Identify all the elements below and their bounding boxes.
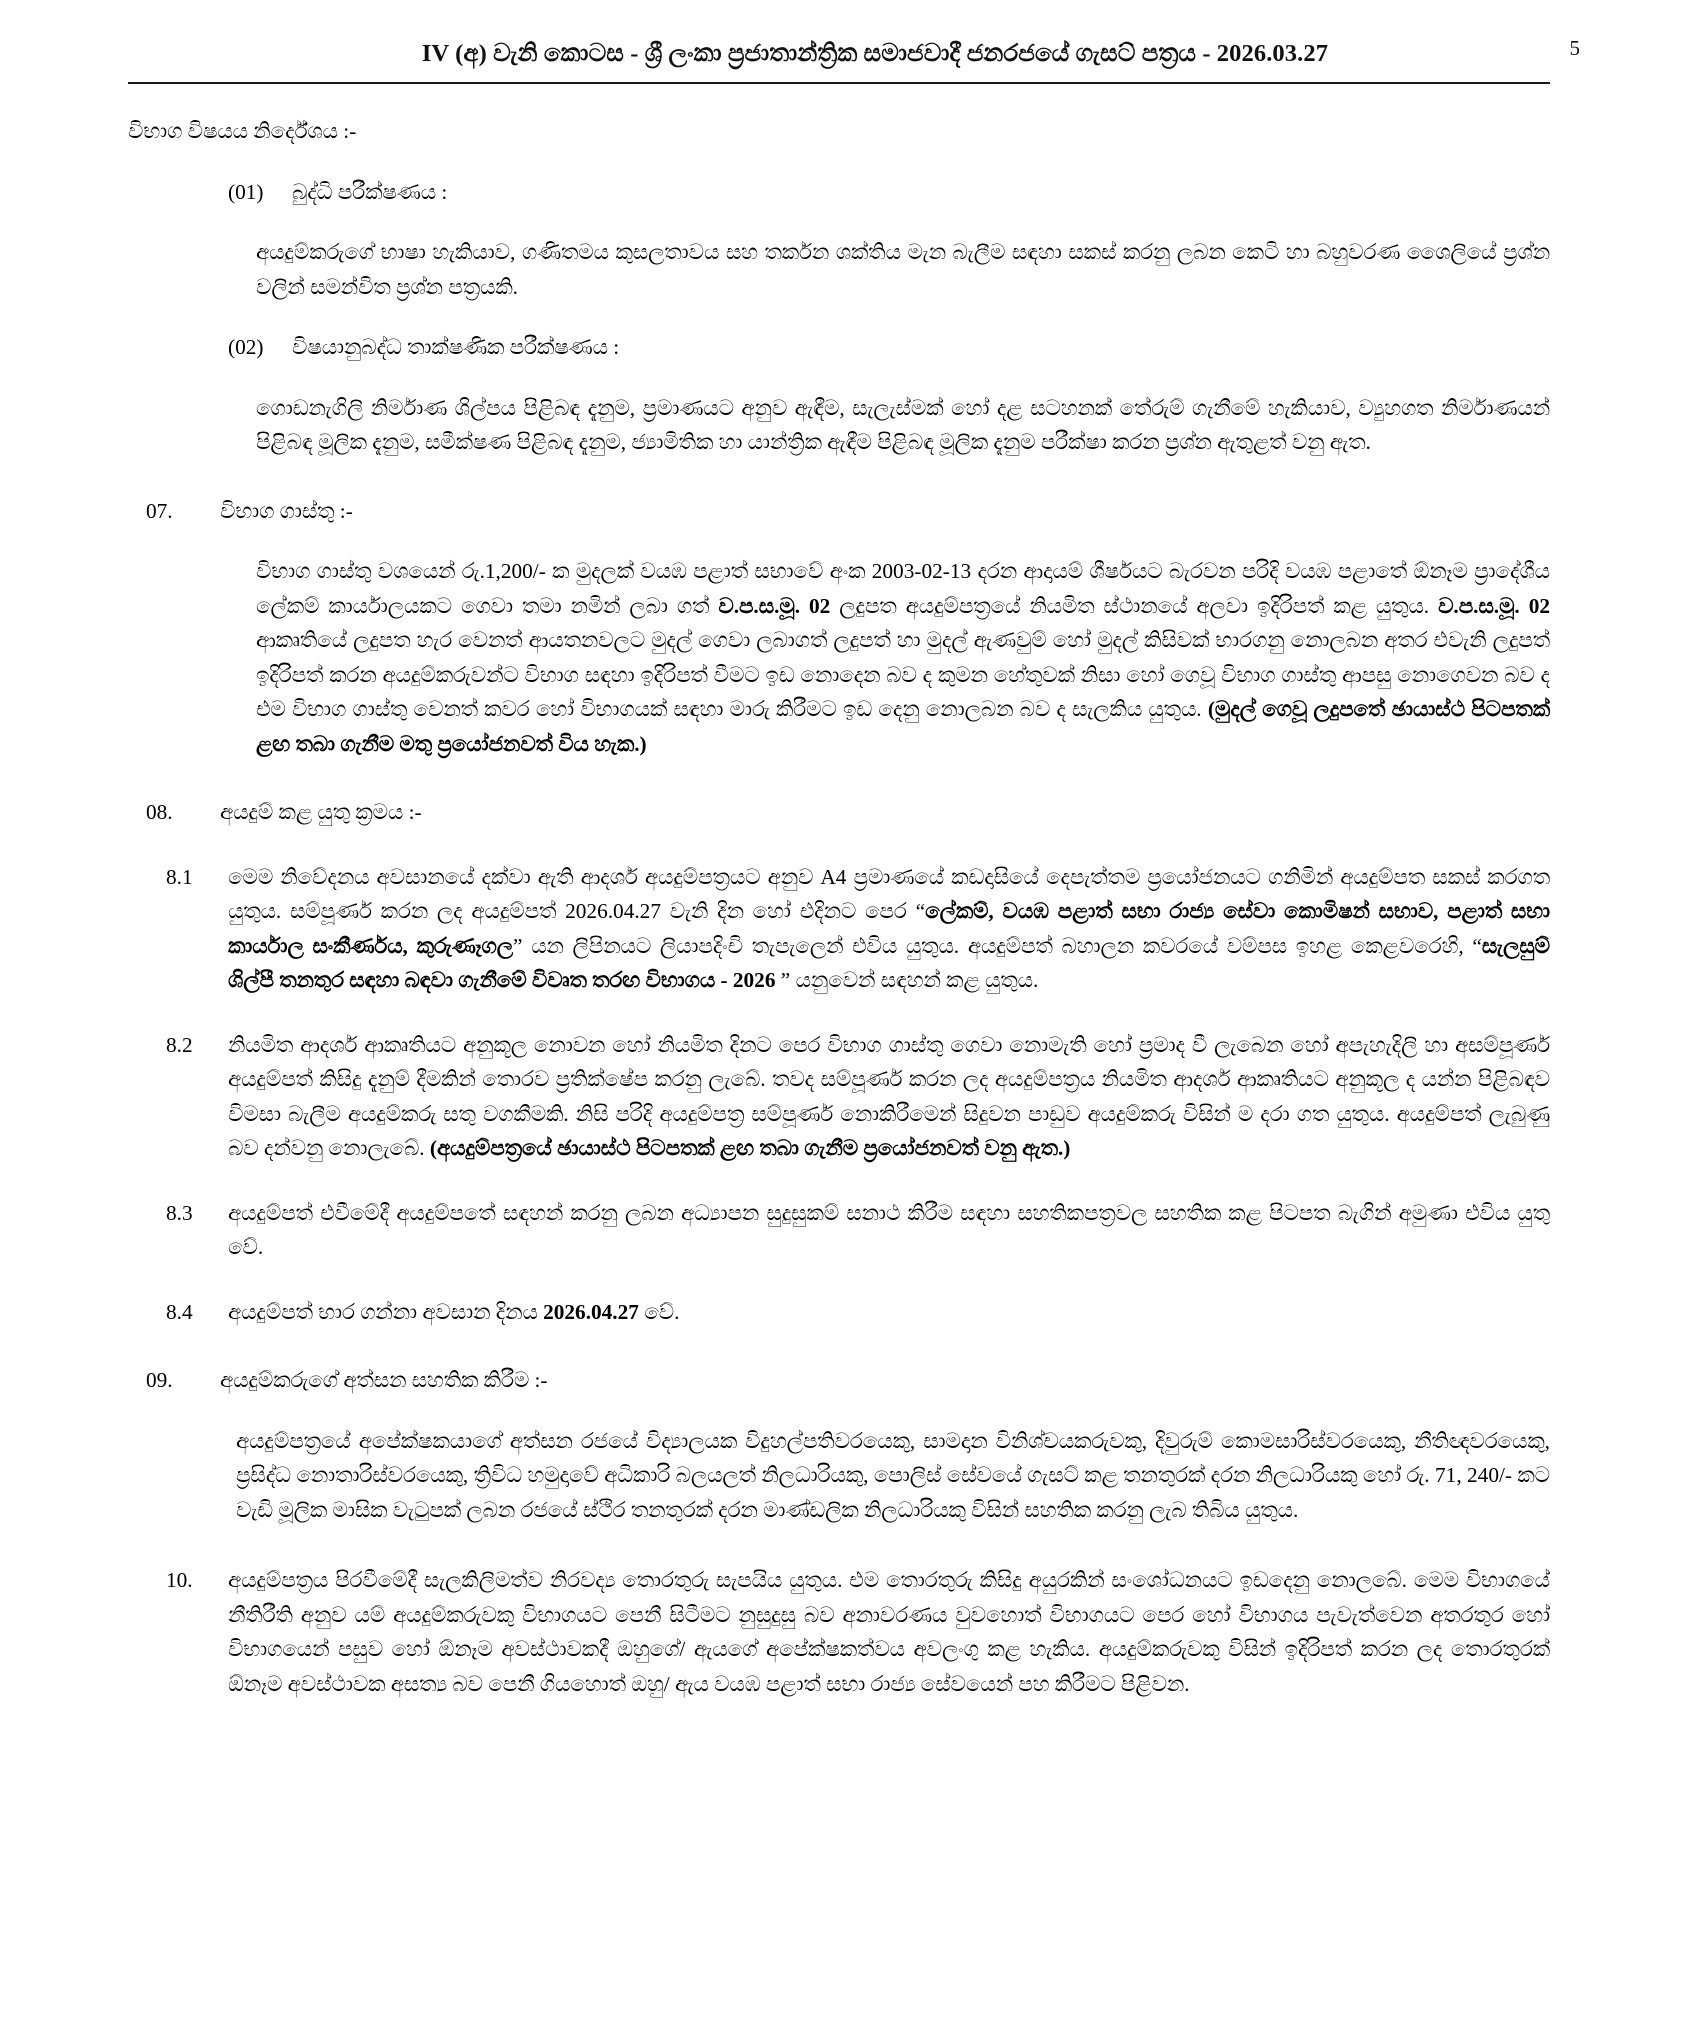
gazette-header-title: IV (අ) වැනි කොටස - ශ්‍රී ලංකා ප්‍රජාතාන්ත්‍රික සමාජවාදී ජනරජයේ ගැසට් පත්‍රය - 2026.03.27 [421, 40, 1329, 67]
item-8-1-text-2: ” යන ලිපිනයට ලියාපදිංචි තැපැලෙන් එවිය යුතුය. අයදුම්පත් බහාලන කවරයේ වම්පස ඉහළ කෙළවරෙහි, “ [513, 933, 1482, 958]
section-08-heading-row [128, 795, 1550, 830]
section-10-body: අයදුම්පත්‍රය පිරවීමේදී සැලකිලිමත්ව නිරවද්‍ය තොරතුරු සැපයිය යුතුය. එම තොරතුරු කිසිදු අයුරකින් සංශෝධනයට ඉඩදෙනු නොලබේ. මෙම විභාගයේ නීතිරීති අනුව යම් අයදුම්කරුවකු විභාගයට පෙනී සිටීමට නුසුදුසු බව අනාවරණය වුවහොත් විභාගයට පෙර හෝ විභාගය පැවැත්වෙන අතරතුර හෝ විභාගයෙන් පසුව හෝ ඕනෑම අවස්ථාවකදී ඔහුගේ/ ඇයගේ අපේක්ෂකත්වය අවලංගු කළ හැකිය. අයදුම්කරුවකු විසින් ඉදිරිපත් කරන ලද තොරතුරක් ඕනෑම අවස්ථාවක අසත්‍ය බව පෙනී ගියහොත් ඔහු/ ඇය වයඹ පළාත් සභා රාජ්‍ය සේවයෙන් පහ කිරීමට පිළිවන. [228, 1568, 1550, 1696]
section-07-bold-note: (මුදල් ගෙවූ ලදුපතේ ඡායාස්ථ පිටපතක් ළඟ තබා ගැනීම මතු ප්‍රයෝජනවත් විය හැක.) [256, 697, 1550, 756]
section-08-item-8-3 [128, 1196, 1550, 1265]
item-8-1-text-1: මෙම නිවේදනය අවසානයේ දක්වා ඇති ආදර්ශ අයදුම්පත්‍රයට අනුව A4 ප්‍රමාණයේ කඩදාසියේ දෙපැත්තම ප්‍රයෝජනයට ගනිමින් අයදුම්පත සකස් කරගත යුතුය. සම්පූර්ණ කරන ලද අයදුම්පත් 2026.04.27 වැනි දින හෝ එදිනට පෙර “ [228, 864, 1550, 923]
section-08-item-8-2-number: 8.2 [166, 1032, 193, 1057]
section-07-text-2: ලදුපත අයදුම්පත්‍රයේ නියමිත ස්ථානයේ අලවා ඉදිරිපත් කළ යුතුය. [830, 593, 1439, 618]
page-header [0, 0, 1700, 68]
syllabus-heading: විභාග විෂයය නිර්දේශය :- [128, 119, 357, 143]
header-divider [128, 82, 1550, 84]
section-08-number: 08. [146, 800, 173, 824]
item-8-4-text-2: වේ. [638, 1299, 680, 1324]
section-08-item-8-4 [128, 1295, 1550, 1330]
section-10-number: 10. [166, 1568, 193, 1592]
section-07-bold-form-1: ව.ප.ස.මූ. 02 [718, 593, 831, 618]
section-10-row [128, 1563, 1550, 1701]
section-08-item-8-2 [128, 1028, 1550, 1166]
section-09-heading: අයදුම්කරුගේ අත්සන සහතික කිරීම :- [220, 1368, 548, 1392]
section-08-heading: අයදුම් කළ යුතු ක්‍රමය :- [220, 800, 422, 824]
section-08-item-8-3-number: 8.3 [166, 1200, 193, 1225]
page-content [0, 114, 1700, 1701]
item-8-1-bold-address: ලේකම්, වයඹ පළාත් සභා රාජ්‍ය සේවා කොමිෂන් සභාව, පළාත් සභා කාර්යාල සංකීර්ණය, කුරුණෑගල [228, 899, 1550, 958]
section-07-bold-form-2: ව.ප.ස.මූ. 02 [1438, 593, 1550, 618]
section-09-body: අයදුම්පත්‍රයේ අපේක්ෂකයාගේ අත්සන රජයේ විද්‍යාලයක විදුහල්පතිවරයෙකු, සාමදාන විනිශ්චයකරුවකු, දිවුරුම් කොමසාරිස්වරයෙකු, නීතිඥවරයෙකු, ප්‍රසිද්ධ නොතාරිස්වරයෙකු, ත්‍රිවිධ හමුදාවේ අධිකාරි බලයලත් නිලධාරියකු, පොලිස් සේවයේ ගැසට් කළ තනතුරක් දරන නිලධාරියකු හෝ රු. 71, 240/- කට වැඩි මූලික මාසික වැටුපක් ලබන රජයේ ස්ථිර තනතුරක් දරන මාණ්ඩලික නිලධාරියකු විසින් සහතික කරනු ලැබ තිබිය යුතුය. [236, 1428, 1550, 1522]
section-07-text-1: විභාග ගාස්තු වශයෙන් රු.1,200/- ක මුදලක් වයඹ පළාත් සභාවේ අංක 2003-02-13 දරන ආදායම් ශීර්ෂයට බැරවන පරිදි වයඹ පළාතේ ඕනෑම ප්‍රාදේශීය ලේකම් කාර්යාලයකට ගෙවා තමා නමින් ලබා ගත් [256, 559, 1550, 618]
section-07-number: 07. [146, 498, 173, 523]
item-8-2-bold-note: (අයදුම්පත්‍රයේ ඡායාස්ථ පිටපතක් ළඟ තබා ගැනීම ප්‍රයෝජනවත් වනු ඇත.) [429, 1136, 1071, 1160]
syllabus-item-02-label: විෂයානුබද්ධ තාක්ෂණික පරීක්ෂණය : [292, 335, 620, 359]
item-8-4-text-1: අයදුම්පත් භාර ගන්නා අවසාන දිනය [228, 1299, 544, 1324]
syllabus-item-01-number: (01) [228, 179, 264, 204]
section-07-heading: විභාග ගාස්තු :- [220, 498, 353, 523]
section-09-heading-row [128, 1363, 1550, 1398]
syllabus-item-02-number: (02) [228, 335, 264, 359]
section-08-item-8-1-body [228, 860, 1550, 998]
item-8-1-bold-exam-title: සැලසුම් ශිල්පී තනතුර සඳහා බඳවා ගැනීමේ විවෘත තරඟ විභාගය - 2026 [228, 933, 1550, 992]
section-08-item-8-1 [128, 860, 1550, 998]
section-08-item-8-4-body [228, 1295, 1550, 1330]
syllabus-item-01-body: අයදුම්කරුගේ භාෂා හැකියාව, ගණිතමය කුසලතාවය සහ තර්කන ශක්තිය මැන බැලීම සඳහා සකස් කරනු ලබන කෙටි හා බහුවරණ ශෛලියේ ප්‍රශ්න වලින් සමන්විත ප්‍රශ්න පත්‍රයකි. [256, 240, 1550, 299]
section-09-number: 09. [146, 1368, 173, 1392]
syllabus-item-01 [128, 175, 1550, 210]
page-number: 5 [1569, 36, 1580, 60]
section-08-item-8-1-number: 8.1 [166, 864, 193, 889]
section-08-item-8-2-body [228, 1028, 1550, 1166]
syllabus-item-02-body: ගොඩනැගිලි නිර්මාණ ශිල්පය පිළිබඳ දැනුම, ප්‍රමාණයට අනුව ඇඳීම, සැලැස්මක් හෝ දළ සටහනක් තේරුම් ගැනීමේ හැකියාව, ව්‍යුහගත නිර්මාණයන් පිළිබඳ මූලික දැනුම, සමීක්ෂණ පිළිබඳ දැනුම, ජ්‍යාමිතික හා යාන්ත්‍රික ඇඳීම පිළිබඳ මූලික දැනුම පරීක්ෂා කරන ප්‍රශ්න ඇතුළත් වනු ඇත. [256, 395, 1550, 454]
header-line [160, 36, 1590, 68]
section-07-text-3: ආකෘතියේ ලදුපත හැර වෙනත් ආයතනවලට මුදල් ගෙවා ලබාගත් ලදුපත් හා මුදල් ඇණවුම් හෝ මුදල් කිසිවක් භාරගනු නොලබන අතර එවැනි ලදුපත් ඉදිරිපත් කරන අයදුම්කරුවන්ට විභාග සඳහා ඉදිරිපත් වීමට ඉඩ නොදෙන බව ද කුමන හේතුවක් නිසා හෝ ගෙවූ විභාග ගාස්තු ආපසු නොගෙවන බව ද එම විභාග ගාස්තු වෙනත් කවර හෝ විභාගයක් සඳහා මාරු කිරීමට ඉඩ දෙනු නොලබන බව ද සැලකිය යුතුය. [256, 628, 1550, 721]
section-08-item-8-3-body: අයදුම්පත් එවීමේදී අයදුම්පතේ සඳහන් කරනු ලබන අධ්‍යාපන සුදුසුකම් සනාථ කිරීම සඳහා සහතිකපත්‍රවල සහතික කළ පිටපත බැගින් අමුණා එවිය යුතු වේ. [228, 1200, 1550, 1259]
item-8-4-bold-deadline: 2026.04.27 [543, 1299, 639, 1324]
item-8-2-text-1: නියමිත ආදර්ශ ආකෘතියට අනුකූල නොවන හෝ නියමිත දිනට පෙර විභාග ගාස්තු ගෙවා නොමැති හෝ ප්‍රමාද වී ලැබෙන හෝ අපැහැදිලි හා අසම්පූර්ණ අයදුම්පත් කිසිදු දැනුම් දීමකින් තොරව ප්‍රතික්ෂේප කරනු ලැබේ. තවද සම්පූර්ණ කරන ලද අයදුම්පත්‍රය නියමිත ආදර්ශ ආකෘතියට අනුකූල ද යන්න පිළිබඳව විමසා බැලීම අයදුම්කරු සතු වගකීමකි. නිසි පරිදි අයදුම්පත්‍ර සම්පූර්ණ නොකිරීමෙන් සිදුවන පාඩුව අයදුම්කරු විසින් ම දරා ගත යුතුය. අයදුම්පත් ලැබුණු බව දන්වනු නොලැබේ. [228, 1032, 1550, 1160]
section-07-heading-row [128, 494, 1550, 529]
item-8-1-text-3: ” යනුවෙන් සඳහන් කළ යුතුය. [775, 968, 1039, 992]
section-07-body [128, 554, 1550, 761]
syllabus-item-02 [128, 330, 1550, 365]
section-08-item-8-4-number: 8.4 [166, 1299, 193, 1324]
syllabus-item-01-label: බුද්ධි පරීක්ෂණය : [292, 179, 448, 204]
